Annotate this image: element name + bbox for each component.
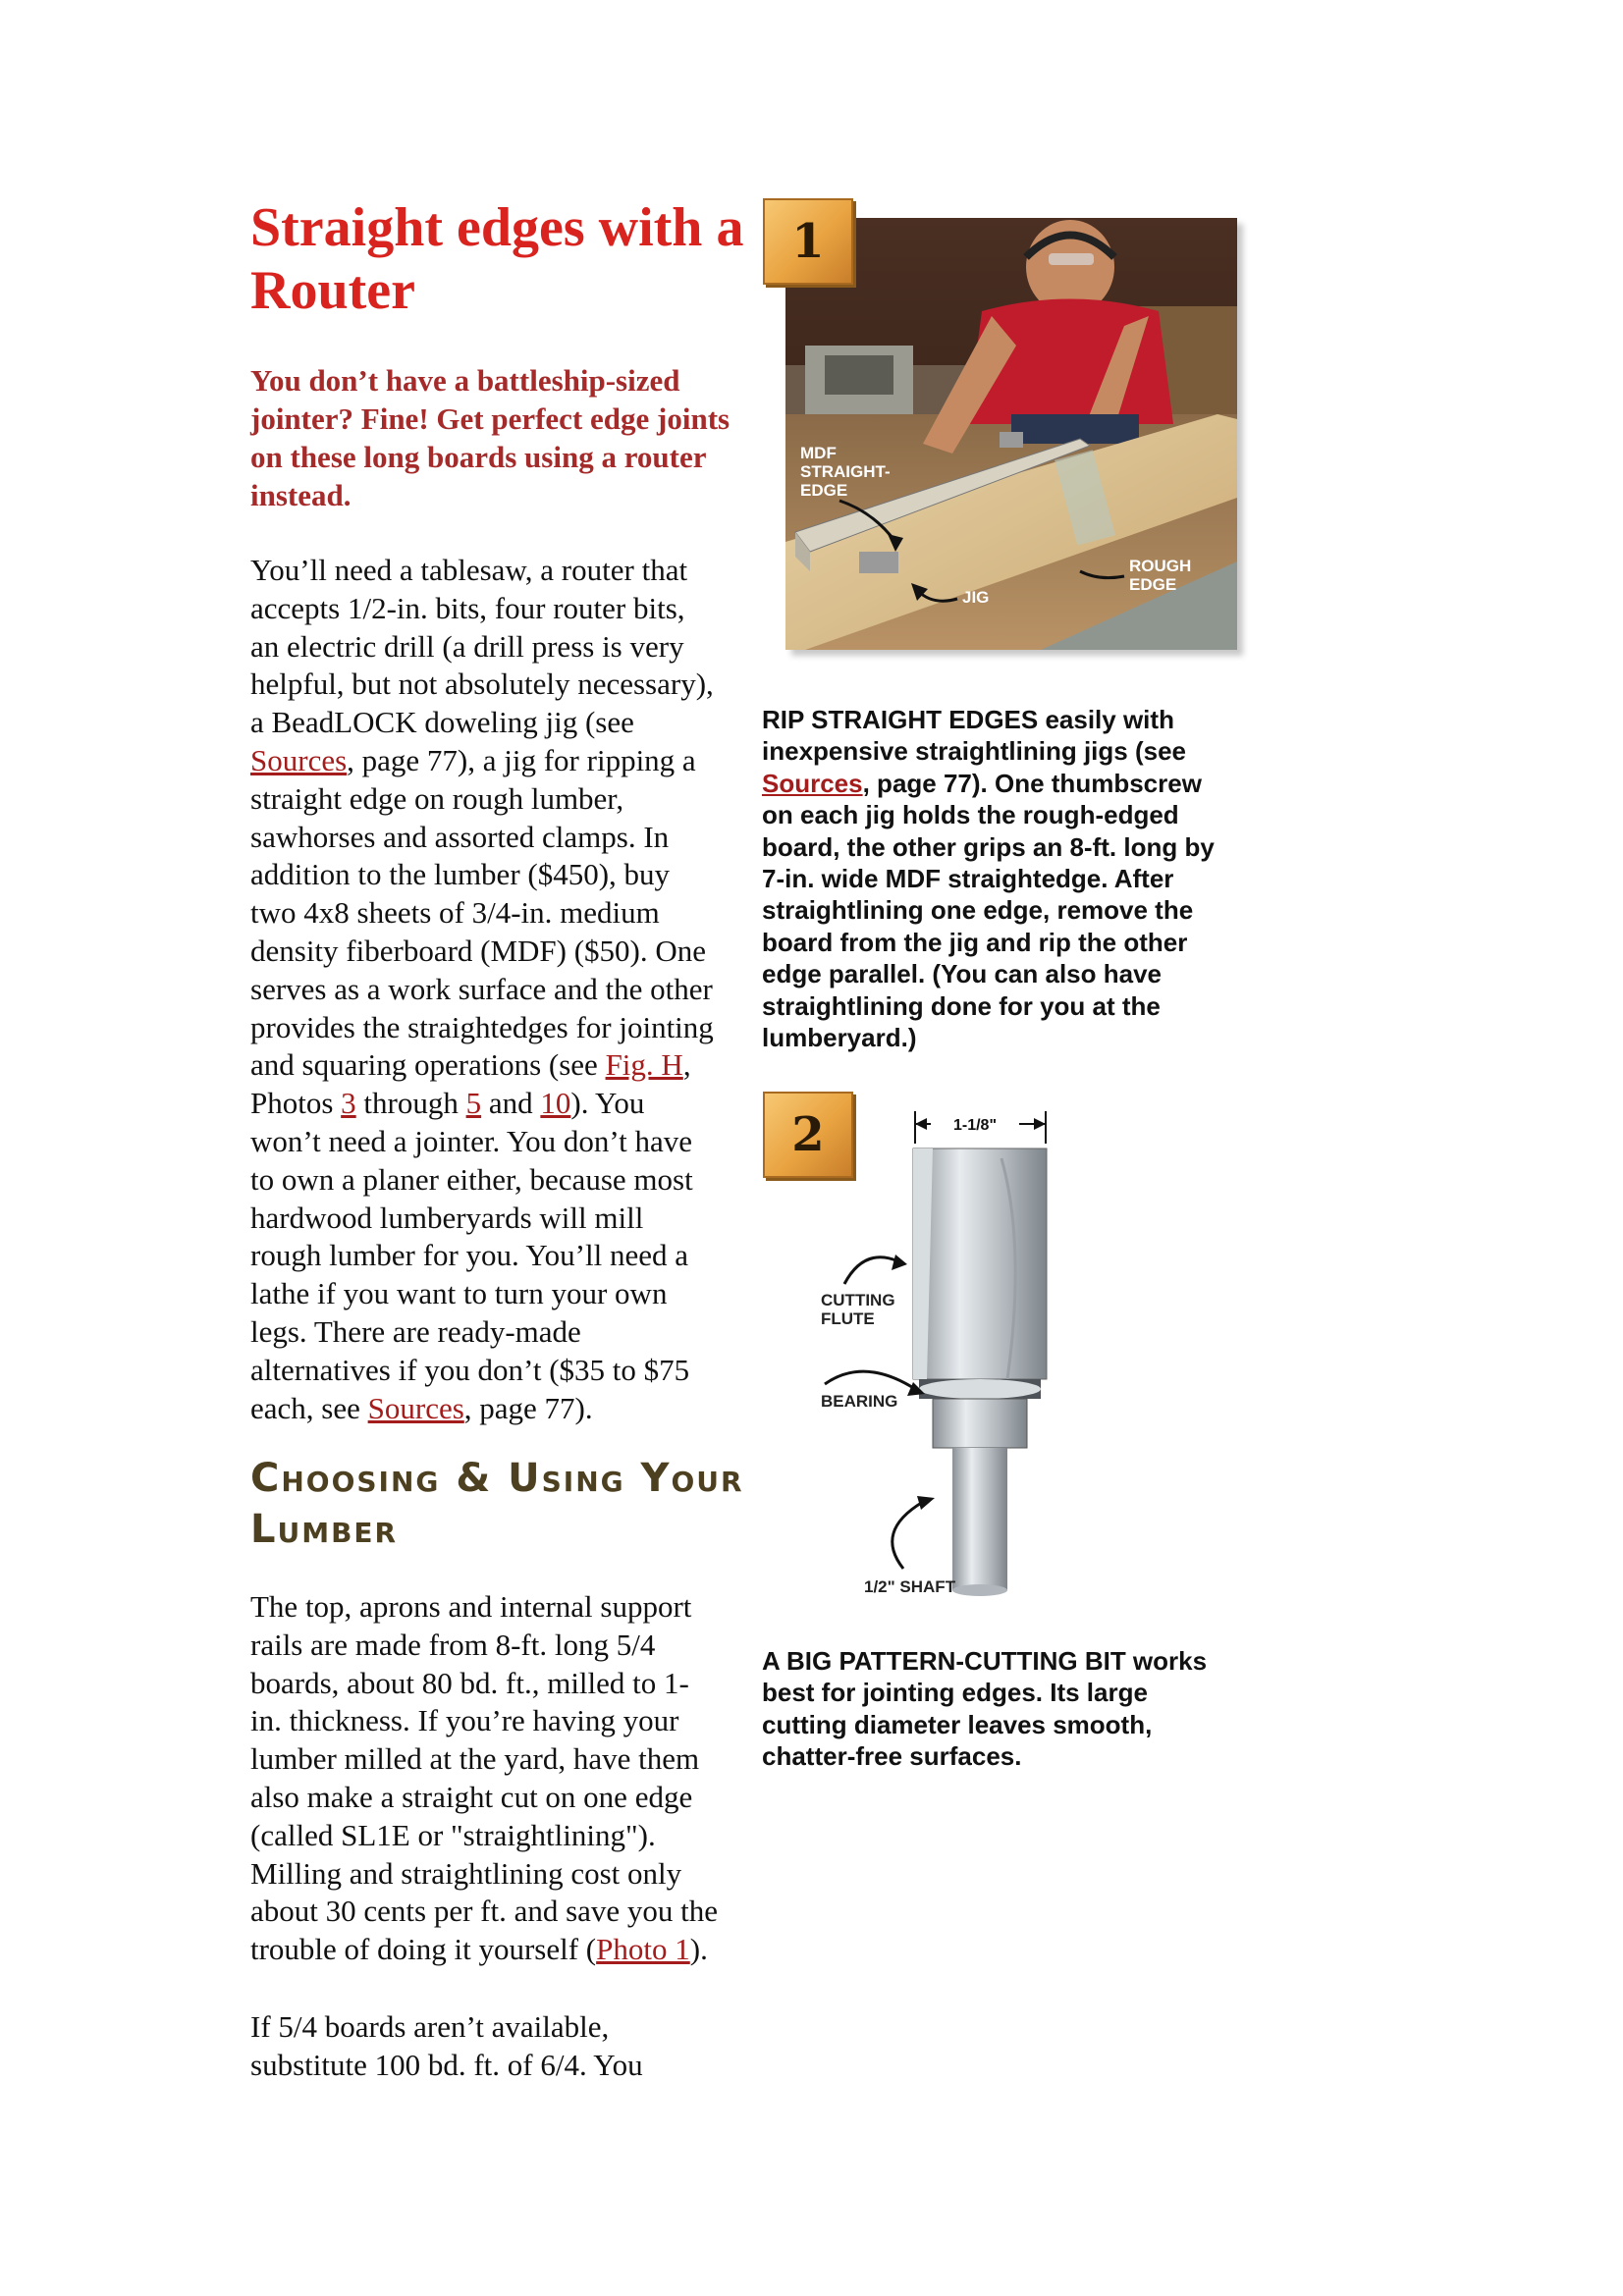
sources-link[interactable]: Sources [250,742,348,777]
text-run: , page 77), a jig for ripping a straight edge on rough lumber, sawhorses and assorted clamps. In addition to the lumber ($450), buy two 4x8 sheets of 3/4-in. medium density fiberboard (MDF) ($50). One serves as a work surface and the other provides the straightedges for jointing and squaring operations (see [250,742,714,1083]
text-run: , page 77). One thumbscrew on each jig holds the rough-edged board, the other grips an 8-ft. long by 7-in. wide MDF straightedge. After straightlining one edge, remove the board from the jig and rip the other edge parallel. (You can also have straightlining done for you at the lumberyard.) [762,768,1215,1053]
mdf-label: EDGE [800,481,848,500]
photo-3-link[interactable]: 3 [341,1086,356,1121]
body-paragraph-2 [250,1588,771,1969]
rough-edge-label: EDGE [1129,575,1177,594]
workshop-photo [785,218,1237,650]
bearing-label: BEARING [821,1392,898,1411]
body-paragraph-3: If 5/4 boards aren’t available, substitute 100 bd. ft. of 6/4. You [250,2009,643,2082]
text-run: , page 77). [463,1390,593,1425]
mdf-label: MDF [800,444,837,462]
text-run: , Photos [250,1047,691,1121]
section-heading: Choosing & Using Your Lumber [250,1456,744,1552]
text-run: You’ll need a tablesaw, a router that accepts 1/2-in. bits, four router bits, an electric drill (a drill press is very helpful, but not absolutely necessary), a BeadLOCK doweling jig (see [250,553,714,740]
cutting-flute-label: CUTTING [821,1291,895,1309]
sources-link-2[interactable]: Sources [367,1390,464,1425]
router-bit-illustration [805,1099,1129,1610]
photo-number-badge: 2 [763,1092,853,1178]
mdf-label: STRAIGHT- [800,462,891,481]
width-dimension-label: 1-1/8" [952,1117,998,1134]
photo-5-link[interactable]: 5 [465,1086,482,1121]
text-run: RIP STRAIGHT EDGES easily with inexpensive straightlining jigs (see [762,705,1187,767]
caption-sources-link[interactable]: Sources [762,768,863,798]
page-title: Straight edges with a Router [250,197,744,321]
figure-1-caption [762,704,1272,1053]
text-run: and [481,1086,541,1121]
text-run: ). You won’t need a jointer. You don’t have to own a planer either, because most hardwood lumberyards will mill rough lumber for you. You’ll need a lathe if you want to turn your own legs. There are ready-made alternatives if you don’t ($35 to $75 each, see [250,1086,693,1425]
shaft-label: 1/2" SHAFT [864,1577,956,1596]
jig-label: JIG [962,588,990,607]
article-lede: You don’t have a battleship-sized jointer? Fine! Get perfect edge joints on these long boards using a router instead. [250,363,730,512]
figure-2-caption: A BIG PATTERN-CUTTING BIT works best for jointing edges. Its large cutting diameter leaves smooth, chatter-free surfaces. [762,1646,1208,1772]
photo-10-link[interactable]: 10 [540,1086,571,1121]
fig-h-link[interactable]: Fig. H [605,1047,683,1083]
rough-edge-label: ROUGH [1129,557,1192,575]
text-run: through [355,1086,466,1121]
body-paragraph-1 [250,552,771,1427]
cutting-flute-label: FLUTE [821,1309,875,1328]
photo-number-badge: 1 [763,198,853,285]
photo-1-link[interactable]: Photo 1 [596,1932,690,1967]
text-run: The top, aprons and internal support rails are made from 8-ft. long 5/4 boards, about 80 bd. ft., milled to 1- in. thickness. If you’re having your lumber milled at the yard, have them also make a straight cut on one edge (called SL1E or "straightlining"). Milling and straightlining cost only about 30 cents per ft. and save you the trouble of doing it yourself ( [250,1589,719,1967]
text-run: ). [689,1932,708,1967]
